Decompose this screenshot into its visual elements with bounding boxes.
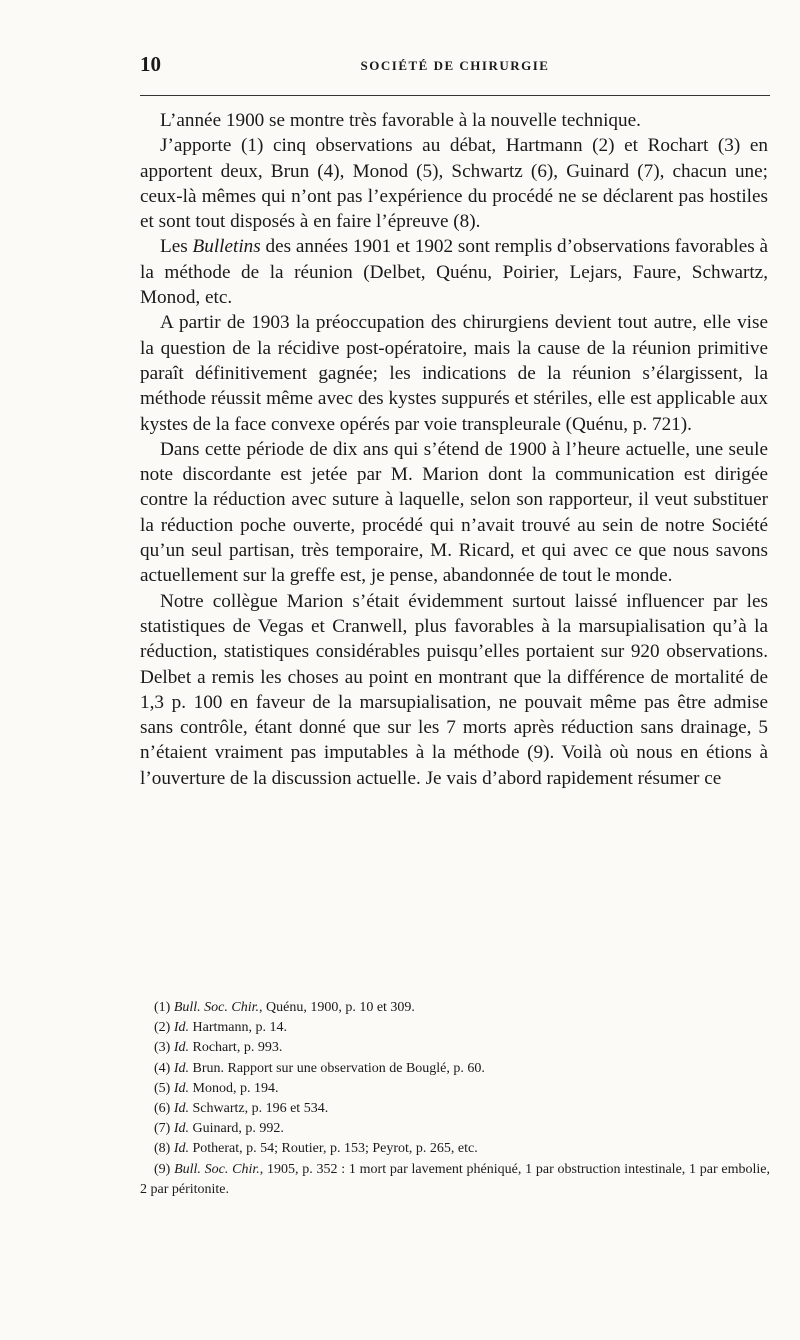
footnote-italic: Id. — [173, 1080, 189, 1096]
footnote-italic: Id. — [173, 1101, 189, 1117]
footnote — [140, 1160, 770, 1200]
footnote-number: (9) — [154, 1161, 175, 1177]
footnote-text: , Quénu, 1900, p. 10 et 309. — [259, 1000, 415, 1015]
footnote-text: Schwartz, p. 196 et 534. — [189, 1101, 329, 1117]
footnote-italic: Id. — [173, 1141, 189, 1157]
footnote — [140, 1139, 770, 1159]
paragraph — [140, 234, 768, 310]
footnote-text: Hartmann, p. 14. — [189, 1020, 287, 1036]
footnote-number: (3) — [154, 1040, 174, 1056]
footnote-text: Monod, p. 194. — [189, 1080, 279, 1096]
footnote-number: (7) — [154, 1121, 174, 1137]
footnote-italic: Id. — [173, 1040, 189, 1056]
footnote-text: Brun. Rapport sur une observation de Bouglé, p. 60. — [189, 1060, 485, 1076]
footnote-italic: Bull. Soc. Chir. — [174, 1161, 260, 1177]
footnote-italic: Id. — [173, 1121, 189, 1137]
paragraph: L’année 1900 se montre très favorable à la nouvelle technique. — [160, 110, 641, 131]
footnote-text: Potherat, p. 54; Routier, p. 153; Peyrot, p. 265, etc. — [189, 1141, 478, 1157]
paragraph: Dans cette période de dix ans qui s’étend de 1900 à l’heure actuelle, une seule note discordante est jetée par M. Marion dont la communication est dirigée contre la réduction avec suture à laquelle, selon son rapporteur, il veut substituer la réduction poche ouverte, procédé qui n’avait trouvé au sein de notre Société qu’un seul partisan, très temporaire, M. Ricard, et qui avec ce que nous savons actuellement sur la greffe est, je pense, abandonnée de tout le monde. — [140, 438, 768, 587]
footnote-text: , 1905, p. 352 : 1 mort par lavement phéniqué, 1 par obstruction intestinale, 1 par embolie, 2 par péritonite. — [140, 1161, 771, 1197]
footnote-number: (1) — [154, 1000, 174, 1015]
paragraph: A partir de 1903 la préoccupation des chirurgiens devient tout autre, elle vise la question de la récidive post-opératoire, mais la cause de la réunion primitive paraît définitivement gagnée; les indications de la réunion s’élargissent, la méthode réussit même avec des kystes suppurés et stériles, elle est applicable aux kystes de la face convexe opérés par voie transpleurale (Quénu, p. 721). — [140, 312, 768, 435]
main-text — [140, 108, 768, 791]
footnote — [140, 1099, 770, 1119]
footnote-text: Guinard, p. 992. — [189, 1121, 284, 1137]
footnote — [140, 1038, 770, 1058]
running-head: SOCIÉTÉ DE CHIRURGIE — [360, 58, 550, 73]
footnote-italic: Id. — [173, 1060, 189, 1076]
footnote-italic: Id. — [173, 1020, 189, 1036]
paragraph-prefix: Les — [160, 236, 193, 258]
footnote — [140, 1079, 770, 1099]
footnote-number: (4) — [154, 1060, 174, 1076]
paragraph: Notre collègue Marion s’était évidemment surtout laissé influencer par les statistiques de Vegas et Cranwell, plus favorables à la marsupialisation qu’à la réduction, statistiques considérables puisqu’elles portaient sur 920 observations. Delbet a remis les choses au point en montrant que la différence de mortalité de 1,3 p. 100 en faveur de la marsupialisation, ne pouvait même pas être admise sans contrôle, étant donné que sur les 7 morts après réduction sans drainage, 5 n’étaient vraiment pas imputables à la méthode (9). Voilà où nous en étions à l’ouverture de la discussion actuelle. Je vais d’abord rapidement résumer ce — [140, 590, 768, 789]
page-number: 10 — [140, 52, 161, 76]
footnote — [140, 998, 770, 1018]
header-rule — [140, 95, 770, 96]
footnote-text: Rochart, p. 993. — [189, 1040, 283, 1056]
footnote-number: (6) — [154, 1101, 174, 1117]
footnote-italic: Bull. Soc. Chir. — [173, 1000, 259, 1015]
footnote-number: (2) — [154, 1020, 174, 1036]
footnote — [140, 1018, 770, 1038]
footnote-number: (8) — [154, 1141, 174, 1157]
footnotes — [140, 998, 770, 1200]
page-header — [140, 52, 770, 82]
footnote-number: (5) — [154, 1080, 174, 1096]
paragraph-rest: des années 1901 et 1902 sont remplis d’observations favorables à la méthode de la réunion (Delbet, Quénu, Poirier, Lejars, Faure, Schwartz, Monod, etc. — [140, 236, 769, 309]
paragraph: J’apporte (1) cinq observations au débat, Hartmann (2) et Rochart (3) en apportent deux, Brun (4), Monod (5), Schwartz (6), Guinard (7), chacun une; ceux-là mêmes qui n’ont pas l’expérience du procédé ne se déclarent pas hostiles et sont tout disposés à en faire l’épreuve (8). — [140, 135, 768, 233]
footnote — [140, 1119, 770, 1139]
footnote — [140, 1059, 770, 1079]
italic-title: Bulletins — [192, 236, 261, 258]
